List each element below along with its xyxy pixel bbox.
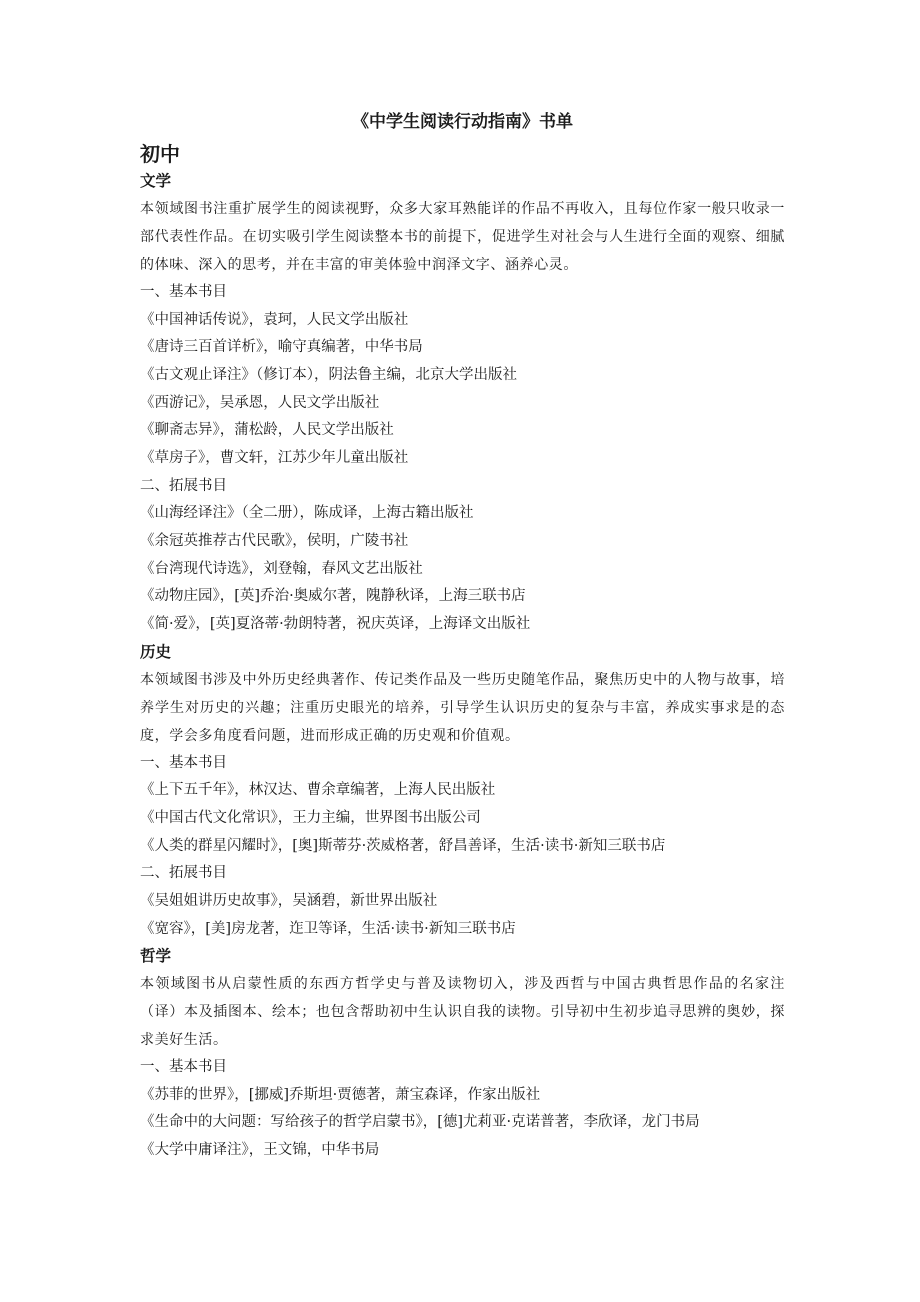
section-heading: 哲学 xyxy=(140,947,172,966)
basic-list-label: 一、基本书目 xyxy=(140,284,227,300)
list-item: 《动物庄园》，[英]乔治·奥威尔著，隗静秋译，上海三联书店 xyxy=(140,588,526,605)
section-description: 本领域图书注重扩展学生的阅读视野，众多大家耳熟能详的作品不再收入，且每位作家一般只收录一部代表性作品。在切实吸引学生阅读整本书的前提下，促进学生对社会与人生进行全面的观察、细腻的体味、深入的思考，并在丰富的审美体验中润泽文字、涵养心灵。 xyxy=(140,201,785,273)
document-title: 《中学生阅读行动指南》书单 xyxy=(352,112,573,132)
list-item: 《余冠英推荐古代民歌》，侯明，广陵书社 xyxy=(140,532,409,549)
list-item: 《西游记》，吴承恩，人民文学出版社 xyxy=(140,394,380,411)
basic-list-label: 一、基本书目 xyxy=(140,754,227,771)
level-heading: 初中 xyxy=(140,142,180,166)
section-description: 本领域图书涉及中外历史经典著作、传记类作品及一些历史随笔作品，聚焦历史中的人物与故事，培养学生对历史的兴趣；注重历史眼光的培养，引导学生认识历史的复杂与丰富，养成实事求是的态度，学会多角度看问题，进而形成正确的历史观和价值观。 xyxy=(140,671,785,744)
extended-list-label: 二、拓展书目 xyxy=(140,477,227,494)
list-item: 《中国神话传说》，袁珂，人民文学出版社 xyxy=(140,311,409,328)
list-item: 《生命中的大问题：写给孩子的哲学启蒙书》，[德]尤莉亚·克诺普著，李欣译，龙门书局 xyxy=(140,1114,700,1131)
list-item: 《聊斋志异》，蒲松龄，人民文学出版社 xyxy=(140,422,394,439)
list-item: 《中国古代文化常识》，王力主编，世界图书出版公司 xyxy=(140,809,481,826)
section-heading: 历史 xyxy=(140,642,172,661)
section-philosophy xyxy=(140,943,785,1165)
list-item: 《宽容》，[美]房龙著，迮卫等译，生活·读书·新知三联书店 xyxy=(140,920,516,937)
section-literature xyxy=(140,168,785,639)
list-item: 《草房子》，曹文轩，江苏少年儿童出版社 xyxy=(140,450,409,467)
basic-list-label: 一、基本书目 xyxy=(140,1059,227,1076)
document-page xyxy=(140,108,785,1165)
list-item: 《古文观止译注》（修订本），阴法鲁主编，北京大学出版社 xyxy=(140,366,517,383)
list-item: 《上下五千年》，林汉达、曹余章编著，上海人民出版社 xyxy=(140,782,496,799)
section-description: 本领域图书从启蒙性质的东西方哲学史与普及读物切入，涉及西哲与中国古典哲思作品的名家注（译）本及插图本、绘本；也包含帮助初中生认识自我的读物。引导初中生初步追寻思辨的奥妙，探求美好生活。 xyxy=(140,976,785,1049)
list-item: 《山海经译注》（全二册），陈成译，上海古籍出版社 xyxy=(140,505,474,522)
list-item: 《苏菲的世界》，[挪威]乔斯坦·贾德著，萧宝森译，作家出版社 xyxy=(140,1086,541,1103)
list-item: 《人类的群星闪耀时》，[奥]斯蒂芬·茨威格著，舒昌善译，生活·读书·新知三联书店 xyxy=(140,837,666,854)
section-heading: 文学 xyxy=(140,172,172,190)
list-item: 《台湾现代诗选》，刘登翰，春风文艺出版社 xyxy=(140,560,423,577)
list-item: 《简·爱》，[英]夏洛蒂·勃朗特著，祝庆英译，上海译文出版社 xyxy=(140,616,531,633)
section-history xyxy=(140,639,785,944)
list-item: 《吴姐姐讲历史故事》，吴涵碧，新世界出版社 xyxy=(140,892,438,909)
extended-list-label: 二、拓展书目 xyxy=(140,865,227,882)
list-item: 《唐诗三百首详析》，喻守真编著，中华书局 xyxy=(140,339,423,356)
list-item: 《大学中庸译注》，王文锦，中华书局 xyxy=(140,1142,380,1159)
